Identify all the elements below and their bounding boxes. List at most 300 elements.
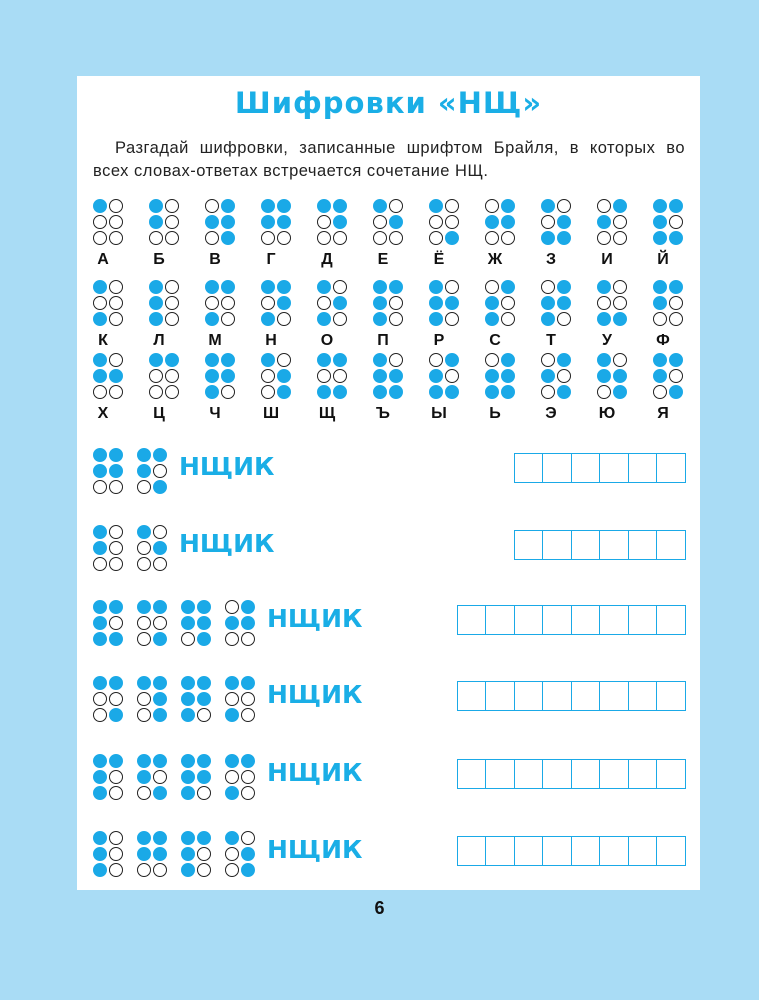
answer-letter-box[interactable] [599, 759, 629, 789]
braille-dot-raised [197, 616, 211, 630]
answer-letter-box[interactable] [656, 759, 686, 789]
braille-dot-raised [241, 754, 255, 768]
braille-dot-empty [109, 385, 123, 399]
braille-dot-empty [241, 632, 255, 646]
alphabet-entry [485, 280, 525, 352]
answer-letter-box[interactable] [485, 681, 515, 711]
braille-dot-raised [317, 280, 331, 294]
braille-dot-raised [429, 312, 443, 326]
braille-dot-raised [165, 353, 179, 367]
braille-dot-empty [165, 312, 179, 326]
braille-dot-empty [541, 353, 555, 367]
braille-dot-empty [109, 280, 123, 294]
answer-field[interactable] [458, 836, 686, 866]
braille-dot-empty [109, 199, 123, 213]
alphabet-letter: С [489, 332, 501, 349]
braille-dot-empty [225, 863, 239, 877]
braille-dot-empty [429, 353, 443, 367]
braille-dot-empty [221, 385, 235, 399]
braille-dot-empty [109, 770, 123, 784]
braille-dot-raised [653, 199, 667, 213]
braille-dot-raised [225, 754, 239, 768]
word-suffix: НЩИК [267, 604, 363, 633]
braille-dot-raised [153, 448, 167, 462]
braille-dot-empty [429, 231, 443, 245]
braille-dot-raised [597, 353, 611, 367]
alphabet-letter: М [208, 332, 222, 349]
alphabet-letter: В [209, 251, 221, 268]
braille-dot-empty [225, 632, 239, 646]
alphabet-letter: Й [657, 251, 669, 268]
braille-dot-raised [669, 385, 683, 399]
answer-letter-box[interactable] [628, 605, 658, 635]
braille-dot-empty [137, 863, 151, 877]
braille-dot-raised [93, 312, 107, 326]
alphabet-letter: Я [657, 405, 669, 422]
puzzle-row [93, 831, 693, 881]
answer-field[interactable] [458, 605, 686, 635]
word-suffix: НЩИК [267, 835, 363, 864]
braille-dot-raised [93, 770, 107, 784]
braille-cell [225, 676, 255, 721]
braille-cell [225, 754, 255, 799]
braille-dot-empty [137, 616, 151, 630]
braille-dot-empty [389, 231, 403, 245]
braille-dot-raised [149, 199, 163, 213]
answer-letter-box[interactable] [485, 605, 515, 635]
braille-dot-empty [485, 231, 499, 245]
braille-dot-raised [445, 353, 459, 367]
braille-dot-raised [373, 280, 387, 294]
braille-cell [205, 353, 235, 398]
braille-cell [597, 199, 627, 244]
braille-dot-empty [501, 231, 515, 245]
answer-letter-box[interactable] [485, 759, 515, 789]
braille-cell [93, 600, 123, 645]
answer-letter-box[interactable] [599, 836, 629, 866]
braille-dot-raised [109, 600, 123, 614]
braille-dot-empty [165, 296, 179, 310]
braille-cell [429, 280, 459, 325]
braille-dot-empty [317, 215, 331, 229]
braille-dot-raised [181, 754, 195, 768]
alphabet-letter: Ш [262, 405, 280, 422]
braille-dot-raised [597, 280, 611, 294]
answer-letter-box[interactable] [457, 605, 487, 635]
braille-cell [317, 280, 347, 325]
braille-dot-raised [445, 231, 459, 245]
braille-dot-raised [597, 312, 611, 326]
braille-dot-raised [501, 353, 515, 367]
braille-dot-raised [149, 296, 163, 310]
answer-letter-box[interactable] [457, 681, 487, 711]
braille-dot-raised [93, 847, 107, 861]
alphabet-entry [597, 199, 637, 271]
answer-letter-box[interactable] [514, 453, 544, 483]
braille-cell [653, 199, 683, 244]
alphabet-letter: Ц [153, 405, 165, 422]
braille-cell [93, 831, 123, 876]
braille-dot-empty [149, 369, 163, 383]
braille-dot-raised [277, 215, 291, 229]
alphabet-letter: Л [153, 332, 165, 349]
braille-dot-empty [445, 199, 459, 213]
braille-cell [137, 831, 167, 876]
braille-dot-empty [317, 296, 331, 310]
alphabet-entry [485, 199, 525, 271]
alphabet-letter: Б [153, 251, 165, 268]
alphabet-entry [653, 353, 693, 425]
answer-letter-box[interactable] [599, 681, 629, 711]
braille-dot-raised [389, 369, 403, 383]
braille-dot-raised [225, 708, 239, 722]
braille-dot-empty [501, 296, 515, 310]
puzzle-row [93, 448, 693, 498]
braille-dot-raised [317, 312, 331, 326]
braille-dot-raised [221, 231, 235, 245]
braille-dot-raised [485, 369, 499, 383]
braille-dot-raised [225, 831, 239, 845]
answer-letter-box[interactable] [599, 453, 629, 483]
braille-dot-raised [153, 847, 167, 861]
braille-dot-raised [109, 708, 123, 722]
braille-dot-raised [429, 369, 443, 383]
braille-dot-raised [277, 296, 291, 310]
braille-dot-raised [277, 369, 291, 383]
braille-dot-empty [197, 708, 211, 722]
braille-cell [93, 525, 123, 570]
alphabet-entry [597, 280, 637, 352]
answer-letter-box[interactable] [571, 530, 601, 560]
braille-dot-empty [93, 215, 107, 229]
page-title: Шифровки «НЩ» [234, 86, 543, 120]
braille-dot-empty [485, 199, 499, 213]
braille-dot-empty [669, 296, 683, 310]
braille-dot-empty [653, 385, 667, 399]
braille-dot-raised [181, 708, 195, 722]
braille-dot-raised [109, 632, 123, 646]
braille-cell [225, 831, 255, 876]
braille-dot-raised [557, 215, 571, 229]
alphabet-entry [429, 280, 469, 352]
alphabet-letter: К [98, 332, 108, 349]
braille-dot-raised [153, 831, 167, 845]
alphabet-entry [205, 280, 245, 352]
answer-letter-box[interactable] [542, 836, 572, 866]
braille-dot-empty [485, 353, 499, 367]
braille-dot-empty [225, 692, 239, 706]
word-suffix: НЩИК [267, 758, 363, 787]
braille-dot-empty [93, 708, 107, 722]
alphabet-entry [149, 199, 189, 271]
braille-dot-raised [153, 708, 167, 722]
braille-dot-raised [109, 676, 123, 690]
braille-cell [205, 280, 235, 325]
answer-letter-box[interactable] [542, 759, 572, 789]
braille-dot-raised [93, 464, 107, 478]
braille-dot-raised [181, 692, 195, 706]
answer-letter-box[interactable] [628, 836, 658, 866]
answer-letter-box[interactable] [656, 836, 686, 866]
braille-dot-raised [333, 215, 347, 229]
answer-letter-box[interactable] [457, 836, 487, 866]
braille-cell [597, 280, 627, 325]
alphabet-letter: П [377, 332, 389, 349]
answer-letter-box[interactable] [656, 530, 686, 560]
alphabet-letter: Э [545, 405, 557, 422]
braille-dot-raised [669, 199, 683, 213]
answer-letter-box[interactable] [514, 681, 544, 711]
braille-dot-empty [165, 215, 179, 229]
answer-letter-box[interactable] [656, 605, 686, 635]
braille-dot-raised [613, 385, 627, 399]
braille-dot-raised [333, 199, 347, 213]
answer-field[interactable] [515, 530, 686, 560]
answer-letter-box[interactable] [542, 681, 572, 711]
braille-dot-raised [109, 754, 123, 768]
braille-dot-raised [597, 369, 611, 383]
alphabet-entry [541, 199, 581, 271]
braille-dot-raised [149, 215, 163, 229]
braille-dot-raised [93, 353, 107, 367]
braille-dot-empty [109, 353, 123, 367]
answer-letter-box[interactable] [628, 759, 658, 789]
braille-dot-empty [445, 280, 459, 294]
braille-dot-raised [197, 692, 211, 706]
braille-dot-raised [109, 448, 123, 462]
braille-dot-raised [445, 385, 459, 399]
braille-dot-empty [137, 632, 151, 646]
braille-dot-raised [205, 280, 219, 294]
braille-dot-empty [93, 557, 107, 571]
braille-dot-empty [153, 525, 167, 539]
braille-cell [541, 280, 571, 325]
braille-dot-raised [181, 831, 195, 845]
braille-cell [181, 831, 211, 876]
worksheet-page [77, 76, 700, 890]
braille-dot-raised [653, 369, 667, 383]
braille-dot-empty [261, 231, 275, 245]
braille-dot-empty [557, 199, 571, 213]
answer-letter-box[interactable] [571, 453, 601, 483]
braille-dot-raised [485, 312, 499, 326]
answer-letter-box[interactable] [599, 530, 629, 560]
braille-dot-empty [613, 280, 627, 294]
braille-dot-raised [181, 847, 195, 861]
braille-dot-empty [557, 312, 571, 326]
braille-dot-raised [485, 385, 499, 399]
answer-letter-box[interactable] [571, 681, 601, 711]
braille-cell [429, 353, 459, 398]
braille-dot-raised [93, 280, 107, 294]
braille-dot-empty [613, 353, 627, 367]
braille-dot-raised [93, 199, 107, 213]
braille-dot-empty [241, 692, 255, 706]
answer-letter-box[interactable] [514, 836, 544, 866]
answer-letter-box[interactable] [514, 530, 544, 560]
answer-field[interactable] [458, 759, 686, 789]
braille-dot-raised [153, 676, 167, 690]
answer-letter-box[interactable] [542, 530, 572, 560]
braille-dot-empty [333, 369, 347, 383]
braille-dot-raised [205, 385, 219, 399]
braille-dot-empty [277, 312, 291, 326]
braille-cell [373, 199, 403, 244]
braille-dot-raised [137, 448, 151, 462]
answer-letter-box[interactable] [628, 530, 658, 560]
answer-letter-box[interactable] [628, 453, 658, 483]
braille-dot-raised [389, 280, 403, 294]
braille-cell [653, 353, 683, 398]
braille-dot-raised [373, 312, 387, 326]
braille-dot-empty [597, 199, 611, 213]
alphabet-entry [149, 280, 189, 352]
answer-letter-box[interactable] [571, 836, 601, 866]
braille-dot-empty [165, 369, 179, 383]
braille-dot-empty [205, 296, 219, 310]
braille-dot-empty [109, 616, 123, 630]
braille-dot-raised [501, 369, 515, 383]
braille-dot-empty [373, 215, 387, 229]
answer-letter-box[interactable] [656, 453, 686, 483]
braille-dot-raised [197, 632, 211, 646]
braille-dot-empty [137, 557, 151, 571]
braille-dot-raised [557, 231, 571, 245]
braille-dot-raised [317, 385, 331, 399]
braille-dot-empty [373, 231, 387, 245]
braille-dot-raised [557, 280, 571, 294]
answer-letter-box[interactable] [571, 759, 601, 789]
answer-letter-box[interactable] [542, 453, 572, 483]
braille-dot-raised [485, 296, 499, 310]
braille-dot-empty [153, 863, 167, 877]
braille-dot-raised [153, 480, 167, 494]
answer-letter-box[interactable] [514, 605, 544, 635]
braille-dot-empty [445, 215, 459, 229]
alphabet-entry [93, 199, 133, 271]
braille-dot-empty [205, 231, 219, 245]
braille-dot-empty [541, 280, 555, 294]
braille-dot-empty [165, 385, 179, 399]
braille-dot-raised [205, 353, 219, 367]
braille-dot-empty [109, 525, 123, 539]
braille-dot-raised [541, 296, 555, 310]
answer-field[interactable] [515, 453, 686, 483]
braille-dot-raised [225, 786, 239, 800]
braille-dot-empty [241, 708, 255, 722]
braille-dot-empty [261, 369, 275, 383]
answer-letter-box[interactable] [485, 836, 515, 866]
braille-dot-empty [153, 616, 167, 630]
braille-cell [181, 600, 211, 645]
braille-dot-empty [261, 385, 275, 399]
braille-dot-raised [317, 353, 331, 367]
braille-dot-raised [221, 280, 235, 294]
puzzle-row [93, 754, 693, 804]
braille-dot-raised [137, 847, 151, 861]
braille-dot-empty [109, 692, 123, 706]
braille-dot-empty [93, 296, 107, 310]
instructions-text: Разгадай шифровки, записанные шрифтом Брайля, в которых во всех словах-ответах встречается сочетание НЩ. [93, 139, 685, 180]
braille-dot-empty [181, 632, 195, 646]
braille-cell [93, 199, 123, 244]
answer-letter-box[interactable] [628, 681, 658, 711]
braille-dot-empty [541, 215, 555, 229]
answer-letter-box[interactable] [514, 759, 544, 789]
braille-dot-empty [153, 557, 167, 571]
braille-dot-raised [429, 385, 443, 399]
braille-dot-raised [373, 199, 387, 213]
braille-dot-raised [445, 296, 459, 310]
braille-dot-empty [109, 312, 123, 326]
braille-dot-empty [597, 296, 611, 310]
braille-dot-raised [613, 199, 627, 213]
answer-letter-box[interactable] [457, 759, 487, 789]
braille-cell [653, 280, 683, 325]
answer-field[interactable] [458, 681, 686, 711]
braille-dot-empty [225, 770, 239, 784]
braille-dot-raised [93, 831, 107, 845]
braille-dot-empty [597, 385, 611, 399]
braille-dot-raised [181, 863, 195, 877]
braille-dot-empty [149, 231, 163, 245]
alphabet-entry [317, 280, 357, 352]
answer-letter-box[interactable] [599, 605, 629, 635]
braille-dot-raised [153, 786, 167, 800]
alphabet-letter: Г [266, 251, 276, 268]
braille-dot-raised [197, 770, 211, 784]
braille-dot-raised [153, 754, 167, 768]
alphabet-letter: Ж [487, 251, 503, 268]
braille-dot-empty [389, 296, 403, 310]
braille-dot-raised [541, 312, 555, 326]
braille-cell [137, 448, 167, 493]
braille-dot-raised [137, 525, 151, 539]
braille-dot-raised [93, 676, 107, 690]
braille-dot-empty [241, 831, 255, 845]
braille-dot-raised [153, 692, 167, 706]
braille-dot-raised [197, 676, 211, 690]
braille-dot-raised [669, 231, 683, 245]
answer-letter-box[interactable] [542, 605, 572, 635]
braille-dot-empty [109, 557, 123, 571]
alphabet-letter: Х [97, 405, 109, 422]
alphabet-letter: Ы [431, 405, 447, 422]
answer-letter-box[interactable] [656, 681, 686, 711]
braille-dot-raised [557, 353, 571, 367]
answer-letter-box[interactable] [571, 605, 601, 635]
braille-dot-raised [225, 616, 239, 630]
braille-cell [429, 199, 459, 244]
braille-dot-empty [445, 369, 459, 383]
braille-dot-empty [225, 847, 239, 861]
braille-dot-raised [557, 385, 571, 399]
braille-dot-empty [241, 786, 255, 800]
braille-dot-empty [389, 199, 403, 213]
braille-dot-raised [501, 385, 515, 399]
braille-cell [137, 600, 167, 645]
puzzle-row [93, 525, 693, 575]
braille-dot-empty [277, 231, 291, 245]
braille-dot-raised [429, 280, 443, 294]
braille-dot-raised [653, 280, 667, 294]
braille-dot-raised [93, 525, 107, 539]
braille-dot-empty [597, 231, 611, 245]
braille-cell [137, 525, 167, 570]
alphabet-entry [93, 353, 133, 425]
puzzle-row [93, 600, 693, 650]
braille-cell [485, 353, 515, 398]
